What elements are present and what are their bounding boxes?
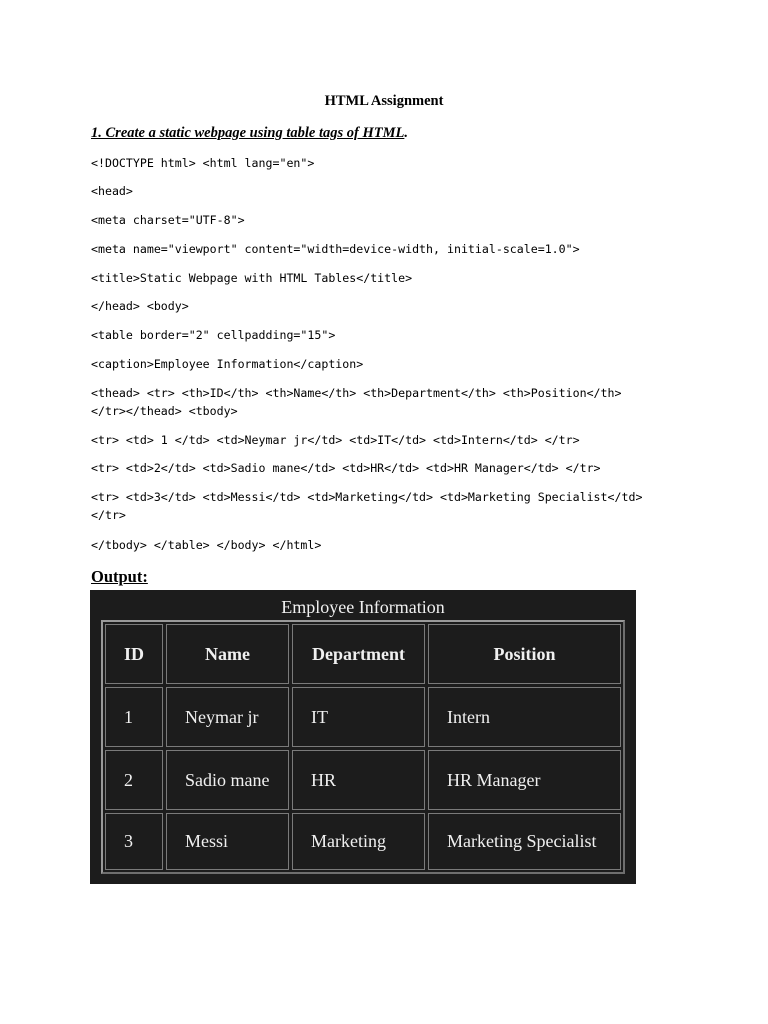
table-cell: HR Manager	[428, 750, 621, 810]
task-text: 1. Create a static webpage using table tags of HTML	[91, 125, 405, 141]
employee-table	[101, 620, 625, 874]
table-cell: IT	[292, 687, 425, 747]
code-line: <meta charset="UTF-8">	[91, 213, 245, 227]
table-cell: 2	[105, 750, 163, 810]
code-line: <table border="2" cellpadding="15">	[91, 328, 336, 342]
code-line: <tr> <td> 1 </td> <td>Neymar jr</td> <td>IT</td> <td>Intern</td> </tr>	[91, 433, 580, 447]
code-line: <meta name="viewport" content="width=device-width, initial-scale=1.0">	[91, 242, 580, 256]
header-cell-department: Department	[292, 624, 425, 684]
code-line: <tr> <td>3</td> <td>Messi</td> <td>Marketing</td> <td>Marketing Specialist</td> </tr>	[91, 490, 643, 522]
table-cell: Marketing	[292, 813, 425, 870]
table-cell: Sadio mane	[166, 750, 289, 810]
document-title: HTML Assignment	[324, 93, 444, 109]
table-cell: 1	[105, 687, 163, 747]
code-line: <thead> <tr> <th>ID</th> <th>Name</th> <th>Department</th> <th>Position</th> </tr></thead> <tbody>	[91, 386, 622, 418]
table-cell: Neymar jr	[166, 687, 289, 747]
output-screenshot	[90, 590, 636, 884]
code-line: <head>	[91, 184, 133, 198]
code-line: <!DOCTYPE html> <html lang="en">	[91, 156, 315, 170]
code-line: <caption>Employee Information</caption>	[91, 357, 364, 371]
header-cell-id: ID	[105, 624, 163, 684]
header-cell-name: Name	[166, 624, 289, 684]
task-trailing: .	[404, 125, 408, 141]
code-line: <title>Static Webpage with HTML Tables</title>	[91, 271, 413, 285]
table-cell: Marketing Specialist	[428, 813, 621, 870]
code-line: </head> <body>	[91, 299, 189, 313]
table-cell: Messi	[166, 813, 289, 870]
task-heading	[91, 125, 408, 142]
output-label: Output:	[91, 567, 148, 586]
header-cell-position: Position	[428, 624, 621, 684]
table-cell: 3	[105, 813, 163, 870]
table-caption: Employee Information	[281, 597, 445, 617]
table-cell: HR	[292, 750, 425, 810]
table-cell: Intern	[428, 687, 621, 747]
code-line: </tbody> </table> </body> </html>	[91, 538, 322, 552]
code-line: <tr> <td>2</td> <td>Sadio mane</td> <td>HR</td> <td>HR Manager</td> </tr>	[91, 461, 601, 475]
